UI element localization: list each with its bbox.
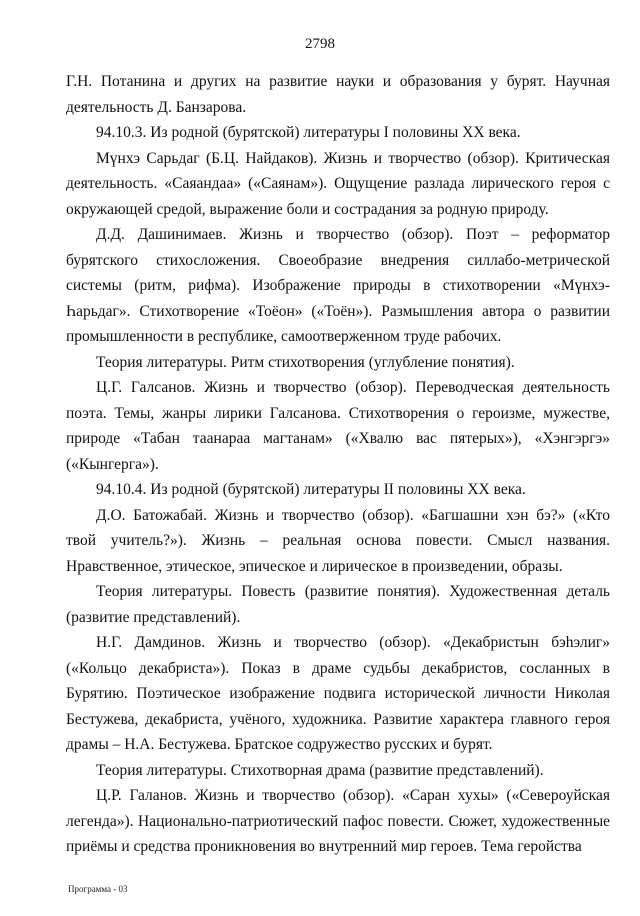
- paragraph: Ц.Р. Галанов. Жизнь и творчество (обзор). «Саран хухы» («Североуйская легенда»). Национально-патриотический пафос повести. Сюжет, художественные приёмы и средства проникновения во внутренний мир героев. Тема геройства: [66, 787, 610, 855]
- section-heading: 94.10.3. Из родной (бурятской) литературы I половины XX века.: [96, 124, 521, 141]
- document-body: [66, 69, 610, 860]
- paragraph: Ц.Г. Галсанов. Жизнь и творчество (обзор). Переводческая деятельность поэта. Темы, жанры лирики Галсанова. Стихотворения о героизме, мужестве, природе «Табан таанараа магтанам» («Хвалю вас пятерых»), «Хэнгэргэ» («Кынгерга»).: [66, 379, 610, 473]
- paragraph: Г.Н. Потанина и других на развитие науки и образования у бурят. Научная деятельность Д. Банзарова.: [66, 73, 610, 116]
- paragraph: Теория литературы. Ритм стихотворения (углубление понятия).: [96, 353, 515, 371]
- paragraph: Теория литературы. Повесть (развитие понятия). Художественная деталь (развитие представлений).: [66, 583, 610, 626]
- paragraph: Д.О. Батожабай. Жизнь и творчество (обзор). «Багшашни хэн бэ?» («Кто твой учитель?»). Жизнь – реальная основа повести. Смысл названия. Нравственное, этическое, эпическое и лирическое в произведении, образы.: [66, 506, 610, 575]
- paragraph: Д.Д. Дашинимаев. Жизнь и творчество (обзор). Поэт – реформатор бурятского стихосложения. Своеобразие внедрения силлабо-метрической системы (ритм, рифма). Изображение природы в стихотворении «Мүнхэ-Һарьдаг». Стихотворение «Тоёон» («Тоён»). Размышления автора о развитии промышленности в республике, самоотверженном труде рабочих.: [66, 226, 610, 345]
- paragraph: Мүнхэ Сарьдаг (Б.Ц. Найдаков). Жизнь и творчество (обзор). Критическая деятельность. «Саяандаа» («Саянам»). Ощущение разлада лирического героя с окружающей средой, выражение боли и сострадания за родную природу.: [66, 149, 610, 218]
- footer-program-code: Программа - 03: [68, 884, 128, 894]
- page-number: 2798: [305, 36, 335, 52]
- paragraph: Теория литературы. Стихотворная драма (развитие представлений).: [96, 761, 544, 779]
- paragraph: Н.Г. Дамдинов. Жизнь и творчество (обзор). «Декабристын бэһэлиг» («Кольцо декабриста»). Показ в драме судьбы декабристов, сосланных в Бурятию. Поэтическое изображение подвига исторической личности Николая Бестужева, декабриста, учёного, художника. Развитие характера главного героя драмы – Н.А. Бестужева. Братское содружество русских и бурят.: [66, 634, 610, 753]
- section-heading: 94.10.4. Из родной (бурятской) литературы II половины XX века.: [96, 481, 526, 498]
